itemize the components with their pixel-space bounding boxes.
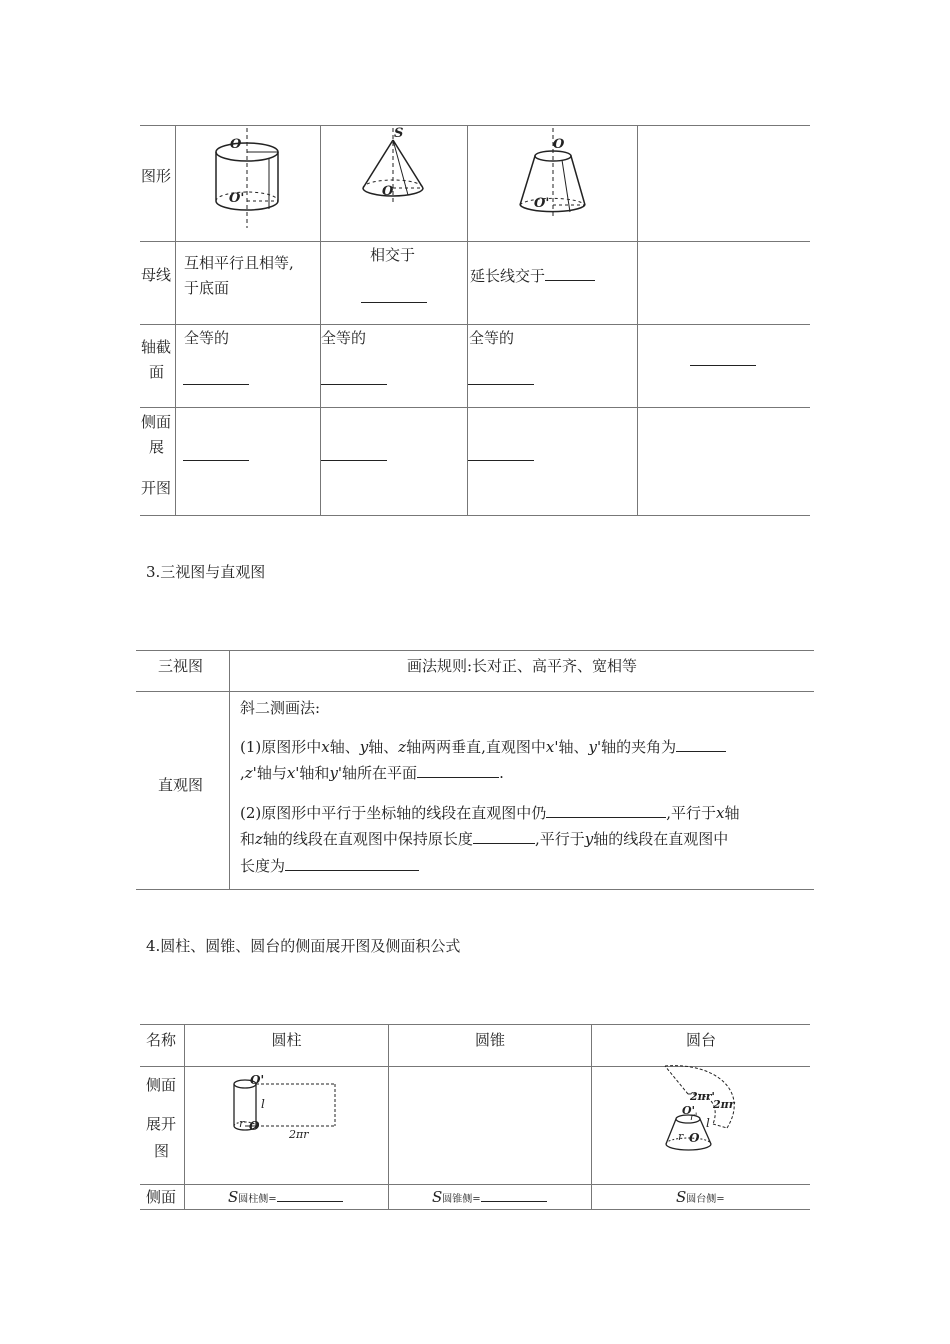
angle-blank[interactable] [676,736,726,752]
col-frustum-header: 圆台 [685,1031,716,1049]
oblique-rule-1: (1)原图形中x轴、y轴、z轴两两垂直,直观图中x'轴、y'轴的夹角为 ,z'轴与x'轴和y'轴所在平面 . [240,735,810,786]
axial-cylinder-blank[interactable] [183,369,249,385]
row-area: 侧面 [146,1188,177,1206]
row-label-generatrix: 母线 [141,266,172,284]
gen-cone-blank[interactable] [361,287,427,303]
cylinder-figure [200,128,300,228]
cyl-unfold-l: l [261,1097,265,1111]
row-label-lateral-3: 开图 [141,479,172,497]
formula-cone: S圆锥侧= [432,1185,547,1211]
row-label-axial-2: 面 [149,363,165,381]
oblique-rule-2: (2)原图形中平行于坐标轴的线段在直观图中仍 ,平行于x轴 和z轴的线段在直观图中保持原长度 ,平行于y轴的线段在直观图中 长度为 [240,804,740,875]
cyl-unfold-top: O' [250,1073,265,1087]
gen-cylinder-2: 于底面 [184,279,230,297]
col-cylinder-header: 圆柱 [271,1031,302,1049]
row-lateral-b: 展开 [146,1115,177,1133]
axial-frustum: 全等的 [469,329,515,347]
frus-unfold-r: r [678,1130,684,1143]
length-blank[interactable] [473,828,535,844]
cylinder-unfold-figure [228,1075,343,1140]
col-name-header: 名称 [146,1031,177,1049]
section-4-heading: 4.圆柱、圆锥、圆台的侧面展开图及侧面积公式 [146,937,461,955]
axial-cone: 全等的 [321,329,367,347]
cone-base-label: O [382,184,394,199]
col-cone-header: 圆锥 [474,1031,505,1049]
cyl-unfold-2pr: 2πr [289,1128,309,1141]
parallel-blank[interactable] [546,802,666,818]
frustum-unfold-figure [655,1066,745,1156]
oblique-title: 斜二测画法: [240,699,321,717]
frus-unfold-2pr2: 2πr [713,1098,735,1111]
frus-bottom-label: O' [534,196,550,211]
axial-frustum-blank[interactable] [468,369,534,385]
gen-frustum: 延长线交于 [470,264,595,290]
frus-top-label: O [553,137,565,152]
cone-apex-label: S [394,126,404,141]
cyl-unfold-bot: O [249,1119,260,1133]
lateral-cone-blank[interactable] [321,445,387,461]
formula-cylinder: S圆柱侧= [228,1185,343,1211]
axial-sphere-blank[interactable] [690,350,756,366]
row-label-axial-1: 轴截 [141,338,172,356]
section-3-heading: 3.三视图与直观图 [146,563,266,581]
formula-cone-blank[interactable] [481,1186,547,1202]
frus-unfold-bot: O [689,1131,700,1145]
cyl-top-label: O [230,137,242,152]
gen-frustum-blank[interactable] [545,265,595,281]
frus-unfold-l: l [706,1116,710,1130]
axial-cone-blank[interactable] [321,369,387,385]
frus-unfold-top: O' [682,1104,695,1117]
row-label-lateral-1: 侧面 [141,413,172,431]
views-col1-header: 三视图 [158,657,204,675]
row-lateral-c: 图 [154,1142,170,1160]
frus-unfold-2pr1: 2πr' [690,1090,715,1103]
lateral-cylinder-blank[interactable] [183,445,249,461]
formula-cylinder-blank[interactable] [277,1186,343,1202]
gen-cylinder-1: 互相平行且相等, [184,254,294,272]
axial-cylinder: 全等的 [184,329,230,347]
plane-blank[interactable] [417,762,499,778]
frus-unfold-r1: r' [690,1112,698,1123]
cyl-bottom-label: O' [229,191,245,206]
cyl-unfold-r: r [239,1117,245,1130]
formula-frustum: S圆台侧= [676,1188,725,1206]
row-label-lateral-2: 展 [149,438,165,456]
views-col2-header: 画法规则:长对正、高平齐、宽相等 [406,657,638,675]
lateral-frustum-blank[interactable] [468,445,534,461]
gen-cone: 相交于 [370,246,416,264]
row-label-figure: 图形 [141,167,172,185]
views-row-label: 直观图 [158,776,204,794]
y-length-blank[interactable] [285,855,419,871]
row-lateral-a: 侧面 [146,1076,177,1094]
